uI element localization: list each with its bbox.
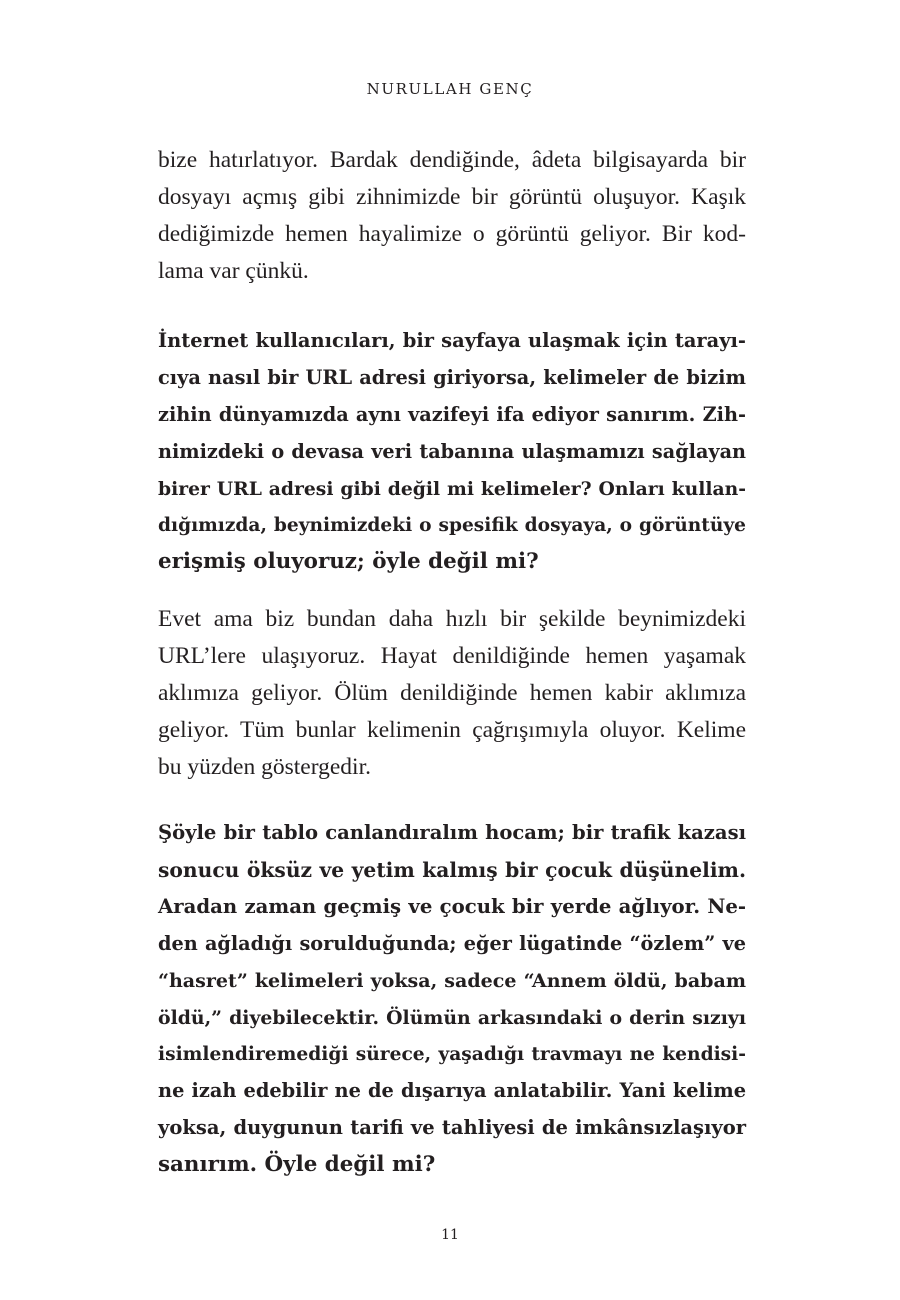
paragraph-line: lama var çünkü. xyxy=(158,257,309,284)
paragraph-line: dığımızda, beynimizdeki o spesifik dosyaya, o görüntüye xyxy=(158,514,746,536)
paragraph-line: aklımıza geliyor. Ölüm denildiğinde hemen kabir aklımıza xyxy=(158,679,746,706)
paragraph-line: Şöyle bir tablo canlandıralım hocam; bir trafik kazası xyxy=(158,821,746,844)
paragraph-line: nimizdeki o devasa veri tabanına ulaşmamızı sağlayan xyxy=(158,439,746,463)
paragraph-line: dosyayı açmış gibi zihnimizde bir görüntü oluşuyor. Kaşık xyxy=(158,183,746,210)
paragraph-2-text xyxy=(158,323,746,581)
paragraph-3 xyxy=(158,601,746,786)
paragraph-line: yoksa, duygunun tarifi ve tahliyesi de imkânsızlaşıyor xyxy=(158,1116,746,1140)
paragraph-line: ne izah edebilir ne de dışarıya anlatabilir. Yani kelime xyxy=(158,1079,746,1103)
paragraph-line: bu yüzden göstergedir. xyxy=(158,753,371,780)
paragraph-line: dediğimizde hemen hayalimize o görüntü geliyor. Bir kod- xyxy=(158,220,746,247)
paragraph-line: öldü,” diyebilecektir. Ölümün arkasındaki o derin sızıyı xyxy=(158,1006,746,1029)
paragraph-4-text xyxy=(158,815,746,1184)
paragraph-line: URL’lere ulaşıyoruz. Hayat denildiğinde hemen yaşamak xyxy=(158,642,746,669)
paragraph-line: “hasret” kelimeleri yoksa, sadece “Annem öldü, babam xyxy=(158,969,746,992)
paragraph-line: cıya nasıl bir URL adresi giriyorsa, kelimeler de bizim xyxy=(158,365,746,389)
paragraph-line: sanırım. Öyle değil mi? xyxy=(158,1152,436,1178)
paragraph-3-text xyxy=(158,601,746,786)
paragraph-line: zihin dünyamızda aynı vazifeyi ifa ediyor sanırım. Zih- xyxy=(158,402,746,426)
paragraph-line: İnternet kullanıcıları, bir sayfaya ulaşmak için tarayı- xyxy=(158,329,746,352)
paragraph-line: den ağladığı sorulduğunda; eğer lügatinde “özlem” ve xyxy=(158,931,746,955)
paragraph-line: geliyor. Tüm bunlar kelimenin çağrışımıyla oluyor. Kelime xyxy=(158,716,746,743)
page-number: 11 xyxy=(441,1227,459,1243)
paragraph-line: Evet ama biz bundan daha hızlı bir şekilde beynimizdeki xyxy=(158,606,746,632)
paragraph-line: bize hatırlatıyor. Bardak dendiğinde, âdeta bilgisayarda bir xyxy=(158,147,746,173)
running-head: NURULLAH GENÇ xyxy=(366,80,534,98)
paragraph-line: erişmiş oluyoruz; öyle değil mi? xyxy=(158,549,539,575)
paragraph-2 xyxy=(158,323,746,581)
paragraph-line: birer URL adresi gibi değil mi kelimeler? Onları kullan- xyxy=(158,477,746,500)
paragraph-line: isimlendiremediği sürece, yaşadığı travmayı ne kendisi- xyxy=(158,1043,746,1066)
paragraph-1-text xyxy=(158,142,746,290)
paragraph-line: sonucu öksüz ve yetim kalmış bir çocuk düşünelim. xyxy=(158,857,746,882)
paragraph-4 xyxy=(158,815,746,1184)
paragraph-line: Aradan zaman geçmiş ve çocuk bir yerde ağlıyor. Ne- xyxy=(158,894,746,918)
paragraph-1 xyxy=(158,142,746,290)
